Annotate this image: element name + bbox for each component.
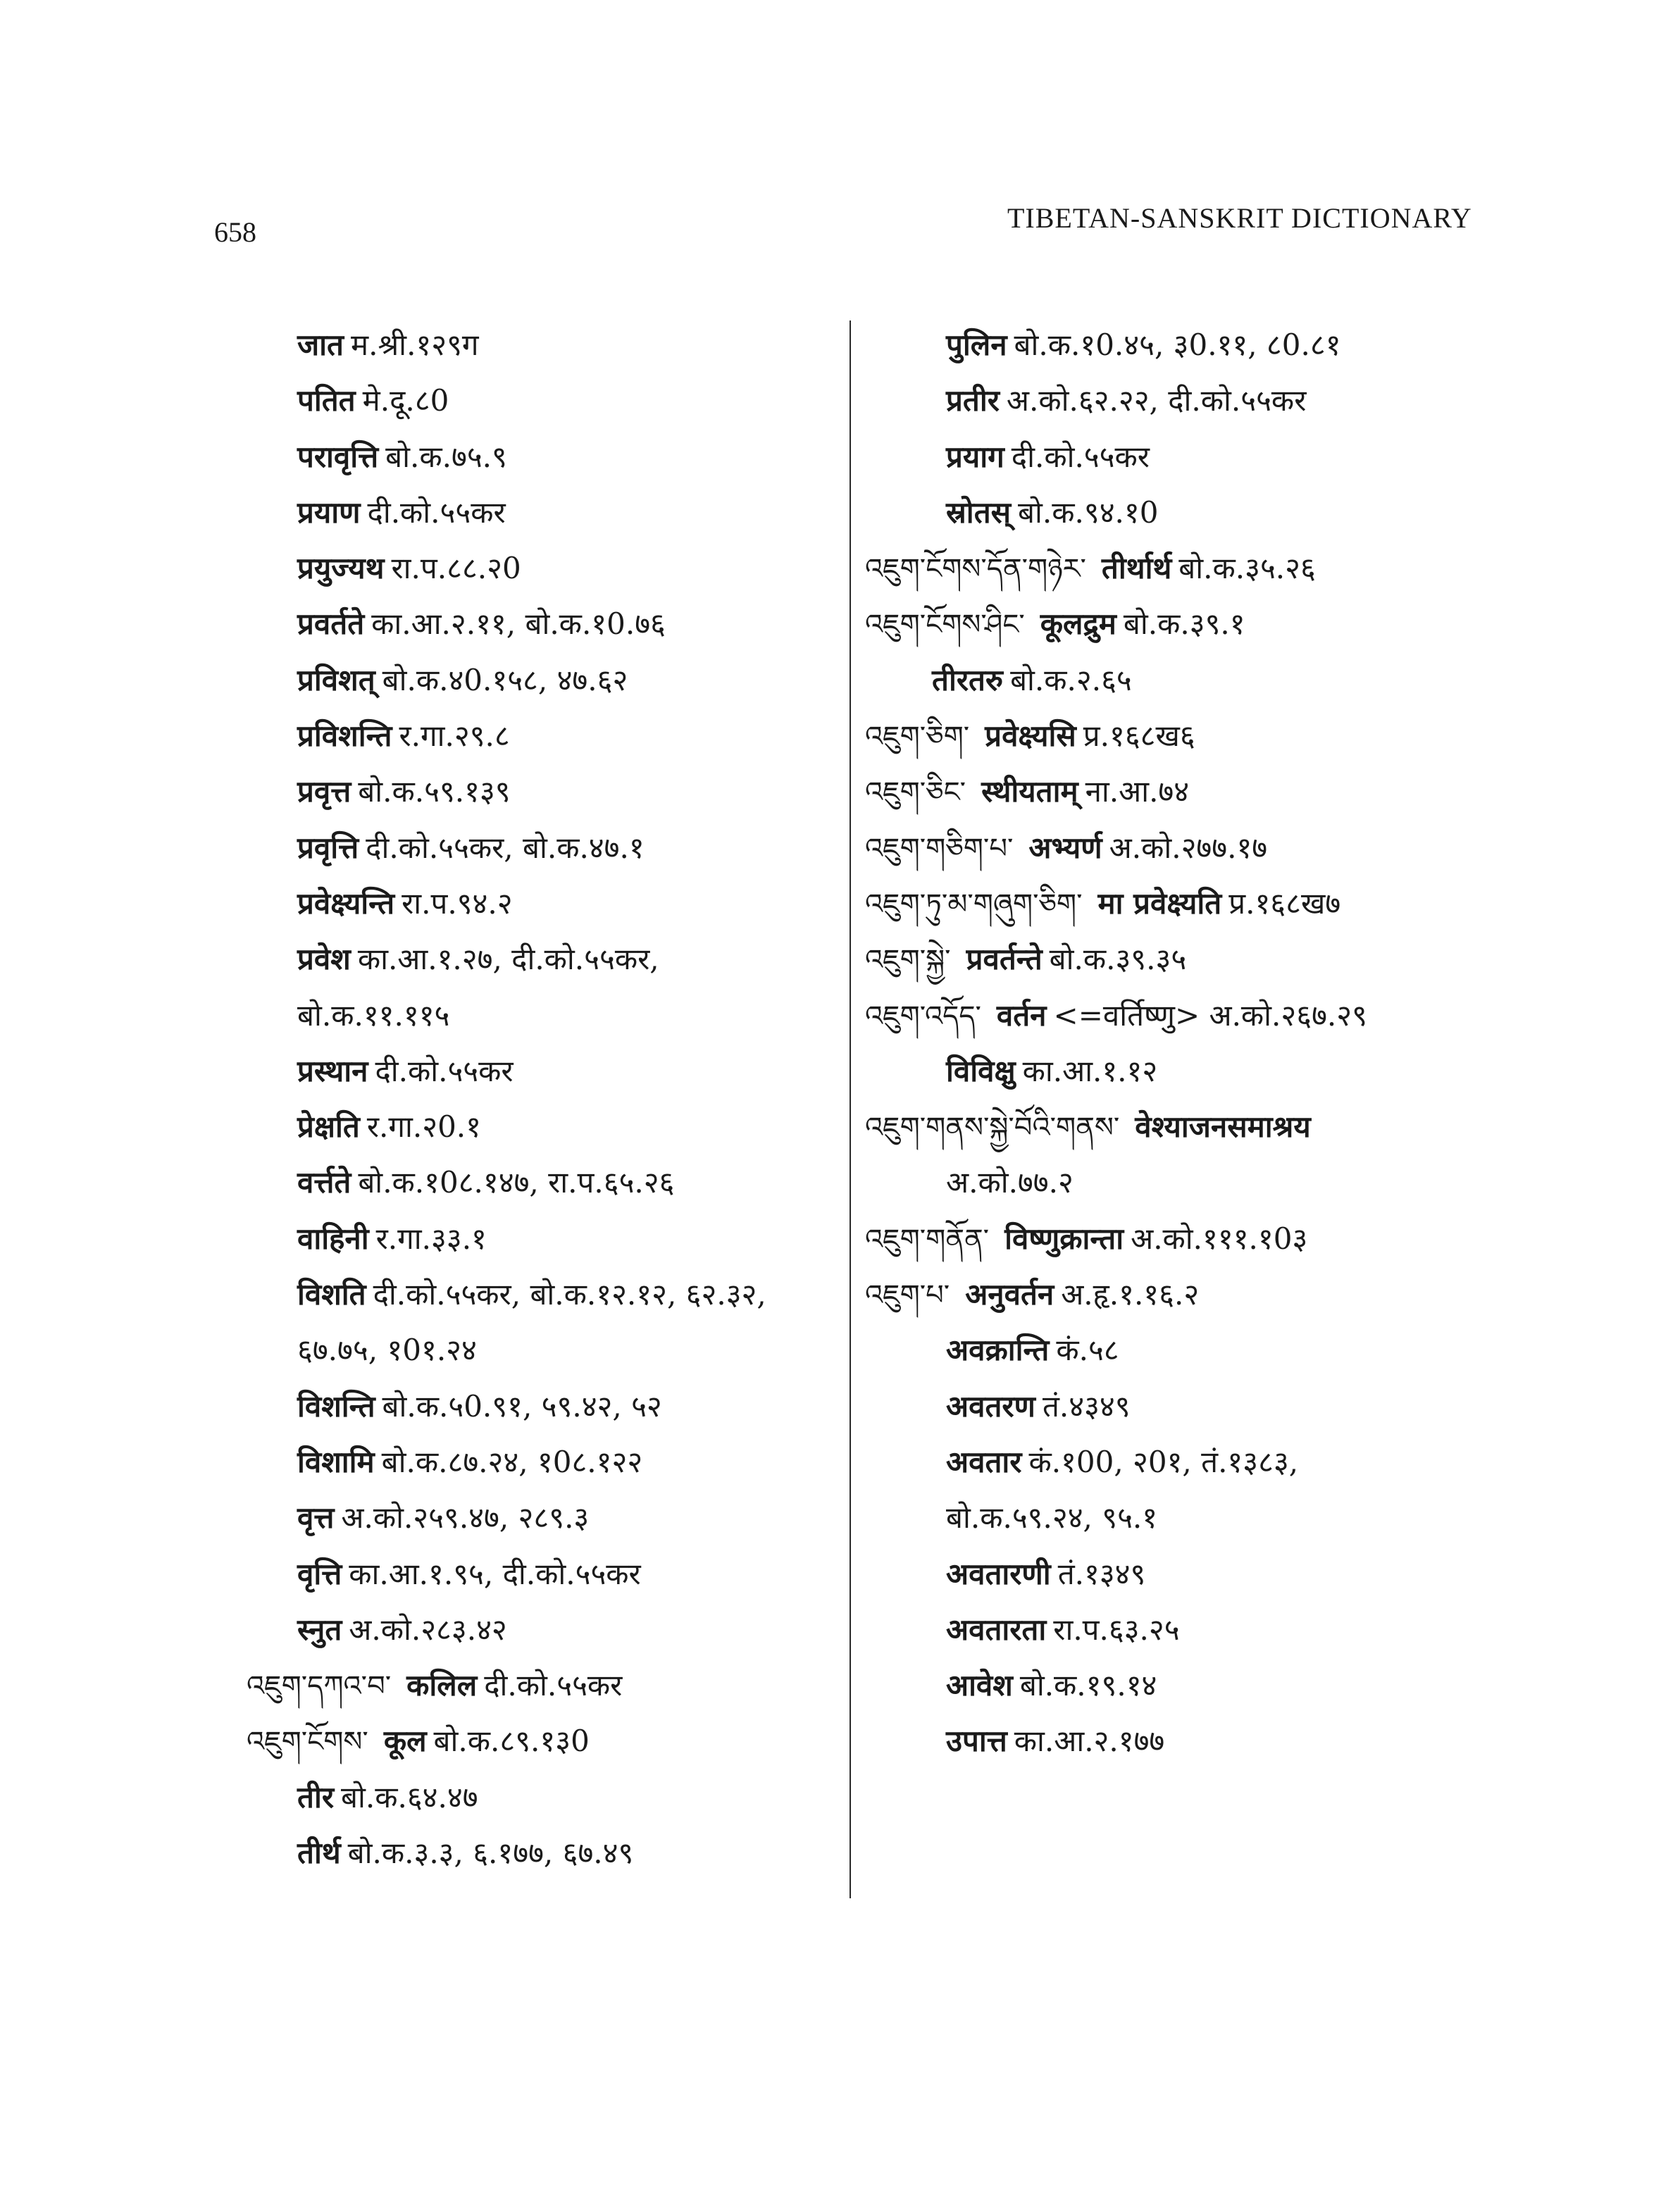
dictionary-entry-line — [865, 1322, 1499, 1378]
tibetan-term: འཇུག་གནོན་ — [865, 1223, 990, 1256]
dictionary-entry-line — [865, 1546, 1499, 1602]
dictionary-entry-line — [865, 373, 1499, 428]
source-reference: <=वर्तिष्णु> अ.को.२६७.२९ — [1053, 997, 1367, 1033]
dictionary-entry-line — [247, 931, 859, 987]
source-reference: कं.१00, २0१, तं.१३८३, — [1028, 1444, 1299, 1479]
sanskrit-headword: प्रविशत् — [297, 662, 375, 697]
source-reference: बो.क.३९.१ — [1123, 606, 1245, 642]
dictionary-entry-line — [865, 1154, 1499, 1210]
sanskrit-headword: स्थीयताम् — [981, 774, 1078, 809]
dictionary-entry-line — [865, 708, 1499, 764]
sanskrit-headword: प्रतीर — [946, 383, 1000, 418]
sanskrit-headword: अभ्यर्ण — [1028, 830, 1102, 865]
dictionary-entry-line — [865, 485, 1499, 540]
tibetan-term: འཇུག་གནས་སྐྱེ་བོའི་གནས་ — [865, 1112, 1120, 1145]
source-reference: बो.क.११.११५ — [297, 997, 450, 1033]
source-reference: प्र.१६८ख७ — [1228, 885, 1341, 921]
sanskrit-headword: प्रवर्तन्ते — [966, 942, 1043, 977]
dictionary-entry-line — [865, 764, 1499, 819]
tibetan-term: འཇུག་དཀའ་བ་ — [247, 1670, 392, 1703]
sanskrit-headword: अवतार — [946, 1444, 1022, 1479]
dictionary-entry-line — [247, 373, 859, 428]
dictionary-entry-line — [865, 1211, 1499, 1266]
sanskrit-headword: पतित — [297, 383, 356, 418]
tibetan-term: འཇུག་ངོགས་ཤིང་ — [865, 609, 1025, 642]
sanskrit-headword: विशति — [297, 1277, 366, 1312]
source-reference: बो.क.२.६५ — [1010, 662, 1132, 697]
dictionary-entry-line — [247, 429, 859, 485]
dictionary-entry-line — [865, 1657, 1499, 1713]
dictionary-entry-line — [865, 1490, 1499, 1545]
source-reference: अ.को.६२.२२, दी.को.५५कर — [1006, 383, 1307, 418]
source-reference: बो.क.८९.१३0 — [433, 1724, 590, 1759]
dictionary-entry-line — [865, 1602, 1499, 1657]
source-reference: कं.५८ — [1056, 1333, 1119, 1368]
dictionary-entry-line — [865, 1434, 1499, 1490]
tibetan-term: འཇུག་གཅིག་པ་ — [865, 832, 1014, 865]
sanskrit-headword: वर्त्तते — [297, 1165, 351, 1200]
source-reference: अ.को.२७७.१७ — [1109, 830, 1268, 865]
sanskrit-headword: विशामि — [297, 1444, 375, 1479]
source-reference: बो.क.९४.१0 — [1018, 494, 1159, 530]
sanskrit-headword: प्रस्थान — [297, 1053, 368, 1088]
dictionary-entry-line — [247, 1154, 859, 1210]
sanskrit-headword: प्रविशन्ति — [297, 718, 392, 754]
dictionary-entry-line — [865, 931, 1499, 987]
source-reference: म.श्री.१२९ग — [350, 328, 479, 362]
dictionary-entry-line — [247, 485, 859, 540]
sanskrit-headword: अवक्रान्ति — [946, 1333, 1050, 1368]
source-reference: र.गा.२0.१ — [366, 1109, 481, 1145]
source-reference: प्र.१६८ख६ — [1083, 718, 1195, 754]
dictionary-entry-line — [865, 652, 1499, 708]
source-reference: तं.१३४९ — [1057, 1556, 1146, 1591]
sanskrit-headword: तीर्थ — [297, 1836, 341, 1871]
sanskrit-headword: वेश्याजनसमाश्रय — [1135, 1109, 1311, 1145]
sanskrit-headword: अवतरण — [946, 1388, 1035, 1424]
source-reference: बो.क.१0८.१४७, रा.प.६५.२६ — [358, 1165, 675, 1200]
tibetan-term: འཇུག་ཅིང་ — [865, 776, 966, 809]
source-reference: बो.क.३९.३५ — [1049, 942, 1187, 977]
dictionary-entry-line — [247, 1266, 859, 1322]
sanskrit-headword: प्रयुज्यथ — [297, 551, 385, 586]
source-reference: दी.को.५५कर, बो.क.४७.१ — [366, 830, 645, 865]
source-reference: र.गा.२९.८ — [399, 718, 510, 754]
sanskrit-headword: प्रवेश — [297, 942, 351, 977]
sanskrit-headword: प्रवेक्ष्यसि — [985, 718, 1076, 754]
source-reference: अ.को.७७.२ — [946, 1165, 1074, 1200]
dictionary-entry-line — [247, 540, 859, 596]
dictionary-entry-line — [865, 596, 1499, 652]
sanskrit-headword: प्रवर्तते — [297, 606, 365, 642]
dictionary-entry-line — [247, 988, 859, 1043]
sanskrit-headword: जात — [297, 328, 344, 362]
sanskrit-headword: स्रोतस् — [946, 494, 1012, 530]
source-reference: बो.क.१९.१४ — [1019, 1668, 1157, 1703]
dictionary-entry-line — [247, 1713, 859, 1769]
dictionary-entry-line — [865, 1713, 1499, 1769]
sanskrit-headword: कूल — [383, 1724, 427, 1759]
dictionary-entry-line — [865, 317, 1499, 373]
sanskrit-headword: कलिल — [406, 1668, 478, 1703]
dictionary-entry-line — [865, 820, 1499, 876]
running-head: TIBETAN-SANSKRIT DICTIONARY — [1007, 202, 1472, 234]
sanskrit-headword: वृत्त — [297, 1500, 335, 1536]
sanskrit-headword: प्रवृत्त — [297, 774, 351, 809]
tibetan-term: འཇུག་ཅིག་ — [865, 721, 970, 754]
sanskrit-headword: स्नुत — [297, 1612, 342, 1647]
sanskrit-headword: उपात्त — [946, 1724, 1007, 1759]
sanskrit-headword: विष्णुक्रान्ता — [1004, 1221, 1124, 1256]
sanskrit-headword: प्रवृत्ति — [297, 830, 359, 865]
dictionary-entry-line — [247, 1378, 859, 1434]
dictionary-entry-line — [247, 764, 859, 819]
source-reference: ना.आ.७४ — [1085, 774, 1190, 809]
source-reference: का.आ.२.१७७ — [1014, 1724, 1165, 1759]
tibetan-term: འཇུག་ངོགས་ — [247, 1726, 368, 1759]
sanskrit-headword: अवतारणी — [946, 1556, 1051, 1591]
source-reference: दी.को.५५कर, बो.क.१२.१२, ६२.३२, — [373, 1277, 766, 1312]
source-reference: दी.को.५५कर — [367, 494, 506, 530]
sanskrit-headword: वर्तन — [996, 997, 1047, 1033]
source-reference: का.आ.१.२७, दी.को.५५कर, — [357, 942, 659, 977]
source-reference: अ.को.१११.१0३ — [1131, 1221, 1308, 1256]
dictionary-entry-line — [247, 596, 859, 652]
tibetan-term: འཇུག་ཏུ་མ་གཞུག་ཅིག་ — [865, 888, 1083, 921]
sanskrit-headword: प्रयाग — [946, 439, 1004, 474]
sanskrit-headword: वाहिनी — [297, 1221, 369, 1256]
source-reference: ६७.७५, १0१.२४ — [297, 1333, 477, 1368]
tibetan-term: འཇུག་འདོད་ — [865, 1000, 981, 1033]
tibetan-term: འཇུག་སྐྱེ་ — [865, 944, 951, 977]
source-reference: मे.दू.८0 — [362, 383, 449, 418]
sanskrit-headword: कूलद्रुम — [1040, 606, 1116, 642]
sanskrit-headword: प्रेक्षति — [297, 1109, 360, 1145]
dictionary-entry-line — [865, 429, 1499, 485]
dictionary-entry-line — [247, 1211, 859, 1266]
source-reference: दी.को.५५कर — [484, 1668, 623, 1703]
dictionary-entry-line — [247, 1657, 859, 1713]
dictionary-entry-line — [247, 317, 859, 373]
tibetan-term: འཇུག་པ་ — [865, 1279, 950, 1312]
source-reference: बो.क.३५.२६ — [1178, 551, 1316, 586]
right-column — [865, 317, 1499, 1769]
source-reference: र.गा.३३.१ — [375, 1221, 487, 1256]
sanskrit-headword: अनुवर्तन — [965, 1277, 1054, 1312]
dictionary-entry-line — [865, 1099, 1499, 1154]
source-reference: बो.क.५९.१३९ — [358, 774, 511, 809]
source-reference: बो.क.१0.४५, ३0.११, ८0.८१ — [1014, 328, 1341, 362]
dictionary-entry-line — [247, 1546, 859, 1602]
dictionary-entry-line — [247, 1043, 859, 1099]
dictionary-entry-line — [247, 1825, 859, 1881]
dictionary-entry-line — [247, 1099, 859, 1154]
source-reference: रा.प.८८.२0 — [391, 551, 521, 586]
dictionary-entry-line — [247, 1322, 859, 1378]
source-reference: का.आ.२.११, बो.क.१0.७६ — [371, 606, 666, 642]
sanskrit-headword: अवतारता — [946, 1612, 1047, 1647]
sanskrit-headword: वृत्ति — [297, 1556, 342, 1591]
dictionary-entry-line — [865, 1378, 1499, 1434]
source-reference: अ.को.२५९.४७, २८९.३ — [341, 1500, 590, 1536]
dictionary-entry-line — [247, 1769, 859, 1825]
dictionary-entry-line — [247, 708, 859, 764]
sanskrit-headword: प्रवेक्ष्यन्ति — [297, 885, 395, 921]
source-reference: का.आ.१.९५, दी.को.५५कर — [349, 1556, 641, 1591]
sanskrit-headword: परावृत्ति — [297, 439, 379, 474]
source-reference: बो.क.८७.२४, १0८.१२२ — [381, 1444, 643, 1479]
sanskrit-headword: प्रयाण — [297, 494, 361, 530]
sanskrit-headword: विविक्षु — [946, 1053, 1016, 1088]
dictionary-entry-line — [865, 988, 1499, 1043]
sanskrit-headword: पुलिन — [946, 328, 1007, 362]
source-reference: अ.हृ.१.१६.२ — [1061, 1277, 1200, 1312]
dictionary-entry-line — [247, 820, 859, 876]
source-reference: का.आ.१.१२ — [1022, 1053, 1158, 1088]
sanskrit-headword: तीर — [297, 1779, 334, 1814]
column-divider — [850, 320, 851, 1898]
sanskrit-headword: तीर्थार्थ — [1101, 551, 1172, 586]
left-column — [247, 317, 859, 1881]
dictionary-entry-line — [247, 1490, 859, 1545]
dictionary-entry-line — [865, 540, 1499, 596]
dictionary-entry-line — [865, 1266, 1499, 1322]
source-reference: दी.को.५५कर — [1011, 439, 1150, 474]
sanskrit-headword: तीरतरु — [932, 662, 1004, 697]
source-reference: अ.को.२८३.४२ — [349, 1612, 507, 1647]
source-reference: बो.क.५९.२४, ९५.१ — [946, 1500, 1158, 1536]
page-number: 658 — [214, 216, 256, 248]
source-reference: बो.क.३.३, ६.१७७, ६७.४९ — [347, 1836, 634, 1871]
source-reference: बो.क.४0.१५८, ४७.६२ — [382, 662, 628, 697]
source-reference: रा.प.९४.२ — [402, 885, 513, 921]
sanskrit-headword: विशन्ति — [297, 1388, 375, 1424]
sanskrit-headword: मा प्रवेक्ष्यति — [1097, 885, 1222, 921]
dictionary-entry-line — [865, 876, 1499, 931]
source-reference: बो.क.५0.९१, ५९.४२, ५२ — [382, 1388, 662, 1424]
dictionary-entry-line — [247, 876, 859, 931]
source-reference: बो.क.७५.९ — [385, 439, 507, 474]
dictionary-entry-line — [247, 652, 859, 708]
dictionary-entry-line — [865, 1043, 1499, 1099]
dictionary-entry-line — [247, 1434, 859, 1490]
dictionary-entry-line — [247, 1602, 859, 1657]
source-reference: रा.प.६३.२५ — [1053, 1612, 1180, 1647]
sanskrit-headword: आवेश — [946, 1668, 1013, 1703]
tibetan-term: འཇུག་ངོགས་དོན་གཉེར་ — [865, 553, 1086, 586]
source-reference: तं.४३४९ — [1042, 1388, 1131, 1424]
source-reference: बो.क.६४.४७ — [341, 1779, 478, 1814]
source-reference: दी.को.५५कर — [375, 1053, 514, 1088]
